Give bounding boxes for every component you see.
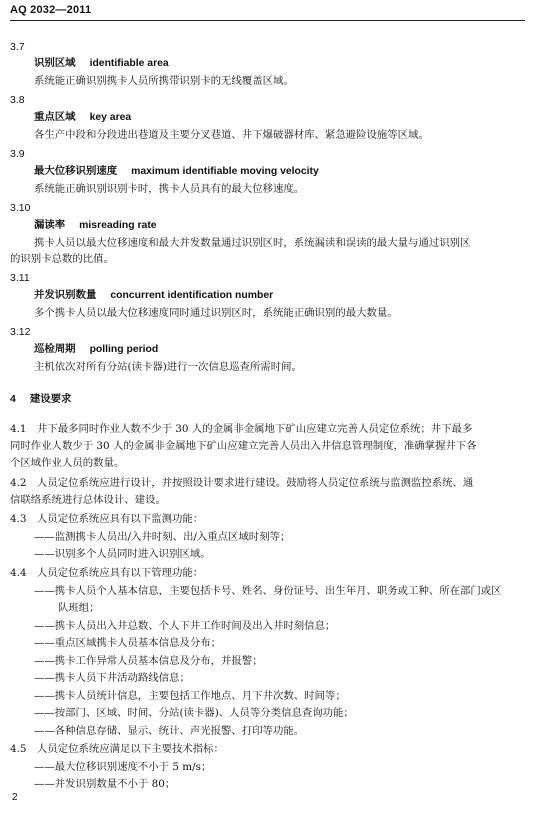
clause-number: 3.8 [10, 94, 25, 106]
list-item: ——携卡人员出入井总数、个人下井工作时间及出入井时刻信息； [34, 620, 336, 632]
term-heading [34, 164, 319, 179]
list-item: ——识别多个人员同时进入识别区域。 [34, 548, 211, 560]
term-definition: 各生产中段和分段进出巷道及主要分叉巷道、井下爆破器材库、紧急避险设施等区域。 [34, 129, 429, 141]
section-number: 4 [10, 393, 16, 405]
clause-number: 3.7 [10, 41, 25, 53]
term-heading [34, 56, 169, 71]
clause-number: 3.10 [10, 202, 31, 214]
term-en: misreading rate [79, 220, 157, 231]
paragraph-4-2-line2: 信联络系统进行总体设计、建设。 [10, 494, 166, 506]
clause-number: 3.11 [10, 272, 30, 284]
list-item: ——携卡人员个人基本信息，主要包括卡号、姓名、身份证号、出生年月、职务或工种、所在部门或区 [34, 585, 502, 597]
term-zh: 识别区域 [34, 57, 76, 69]
term-definition: 系统能正确识别携卡人员所携带识别卡的无线覆盖区域。 [34, 75, 294, 87]
term-heading [34, 342, 158, 357]
list-item: ——携卡人员统计信息，主要包括工作地点、月下井次数、时间等； [34, 690, 346, 702]
paragraph-4-1-line1: 4.1 井下最多同时作业人数不少于 30 人的金属非金属地下矿山应建立完善人员定位系统；井下最多 [10, 423, 473, 435]
term-en: polling period [89, 344, 159, 355]
page-number: 2 [12, 792, 18, 803]
term-en: maximum identifiable moving velocity [131, 166, 319, 177]
standard-header: AQ 2032—2011 [10, 4, 92, 16]
list-item: ——携卡人员下井活动路线信息； [34, 672, 190, 684]
paragraph-4-1-line3: 个区域作业人员的数量。 [10, 457, 125, 469]
list-item: ——携卡工作异常人员基本信息及分布，并报警； [34, 655, 263, 667]
term-heading [34, 288, 273, 303]
term-zh: 并发识别数量 [34, 289, 97, 301]
section-heading [10, 392, 71, 406]
list-item-continuation: 队班组； [58, 602, 100, 614]
term-definition: 多个携卡人员以最大位移速度同时通过识别区时，系统能正确识别的最大数量。 [34, 307, 398, 319]
term-definition: 主机依次对所有分站(读卡器)进行一次信息巡查所需时间。 [34, 361, 302, 373]
term-heading [34, 218, 157, 233]
paragraph-4-1-line2: 同时作业人数少于 30 人的金属非金属地下矿山应建立完善人员出入井信息管理制度，准确掌握井下各 [10, 440, 477, 452]
term-zh: 巡检周期 [34, 343, 76, 355]
list-item: ——各种信息存储、显示、统计、声光报警、打印等功能。 [34, 725, 305, 737]
list-item: ——最大位移识别速度不小于 5 m/s； [34, 761, 212, 773]
term-zh: 最大位移识别速度 [34, 165, 118, 177]
clause-number: 3.9 [10, 148, 25, 160]
list-item: ——按部门、区域、时间、分站(读卡器)、人员等分类信息查询功能； [34, 707, 354, 719]
term-definition: 系统能正确识别识别卡时，携卡人员具有的最大位移速度。 [34, 183, 305, 195]
section-title: 建设要求 [29, 393, 72, 405]
list-item: ——监测携卡人员出/入井时刻、出/入重点区域时刻等； [34, 531, 291, 543]
term-definition-line2: 的识别卡总数的比值。 [10, 253, 114, 265]
paragraph-4-4-head: 4.4 人员定位系统应具有以下管理功能： [10, 567, 204, 579]
term-en: identifiable area [89, 58, 169, 69]
term-definition-line1: 携卡人员以最大位移速度和最大并发数量通过识别区时，系统漏读和误读的最大量与通过识别区 [34, 237, 471, 249]
clause-number: 3.12 [10, 326, 31, 338]
term-en: key area [89, 112, 132, 123]
paragraph-4-5-head: 4.5 人员定位系统应满足以下主要技术指标： [10, 743, 224, 755]
term-en: concurrent identification number [110, 290, 274, 301]
term-heading [34, 110, 131, 125]
list-item: ——并发识别数量不小于 80； [34, 778, 176, 790]
term-zh: 漏读率 [34, 219, 66, 231]
paragraph-4-2-line1: 4.2 人员定位系统应进行设计，并按照设计要求进行建设。鼓励将人员定位系统与监测监控系统、通 [10, 477, 474, 489]
term-zh: 重点区域 [34, 111, 76, 123]
paragraph-4-3-head: 4.3 人员定位系统应具有以下监测功能： [10, 513, 204, 525]
list-item: ——重点区域携卡人员基本信息及分布； [34, 637, 222, 649]
header-rule [10, 20, 525, 21]
